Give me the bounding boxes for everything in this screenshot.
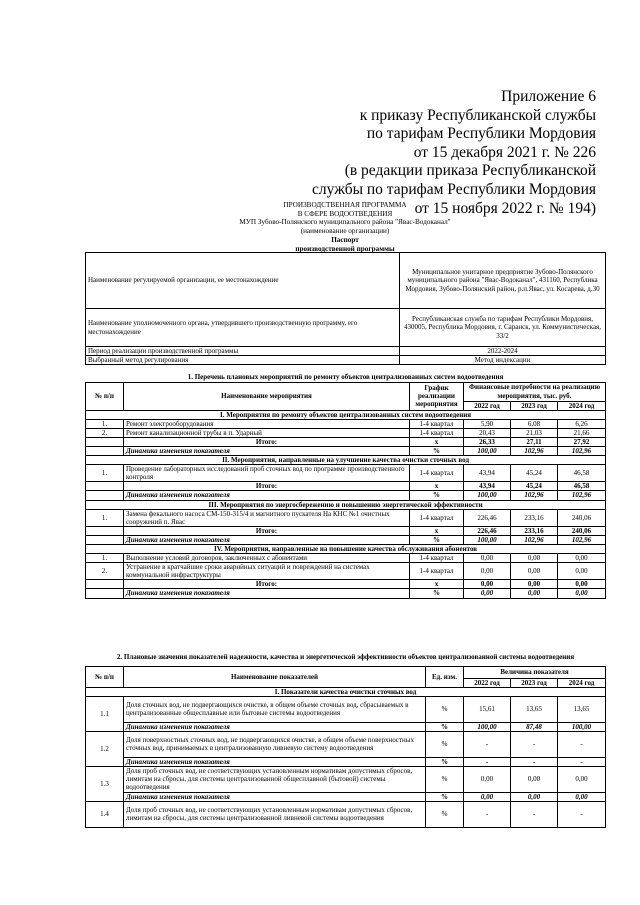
dynamics-value: 0,00 <box>558 589 606 598</box>
indicator-value: 0,00 <box>558 766 606 792</box>
header-indicator-value: Величина показателя <box>464 666 606 678</box>
row-number <box>86 589 124 598</box>
appendix-line: по тарифам Республики Мордовия <box>366 125 596 143</box>
section-title: I. Показатели качества очистки сточных вод <box>86 687 606 696</box>
table-caption-text: 1. Перечень плановых мероприятий по ремонту объектов централизованных систем водоотведения <box>187 372 504 381</box>
measure-name: Замена фекального насоса СМ-150-315/4 и магнитного пускателя На КНС №1 очистных сооружений п. Явас <box>124 509 410 526</box>
row-number: 1. <box>86 509 124 526</box>
dynamics-unit: % <box>410 491 464 500</box>
header-year: 2023 год <box>511 678 558 687</box>
dynamics-value: 100,00 <box>464 535 511 544</box>
dynamics-value: 0,00 <box>511 792 558 801</box>
appendix-line: (в редакции приказа Республиканской <box>344 162 596 180</box>
indicator-unit: % <box>426 696 464 722</box>
row-number <box>86 580 124 589</box>
measure-value: 6,26 <box>558 419 606 428</box>
dynamics-unit: % <box>426 757 464 766</box>
total-row <box>86 526 606 535</box>
dynamics-value: - <box>464 757 511 766</box>
section-title: IV. Мероприятия, направленные на повышение качества обслуживания абонентов <box>86 545 606 554</box>
header-year: 2024 год <box>558 401 606 410</box>
measure-value: 0,00 <box>511 554 558 563</box>
total-value: 45,24 <box>511 482 558 491</box>
header-year: 2022 год <box>464 678 511 687</box>
measure-row <box>86 465 606 482</box>
header-year: 2023 год <box>511 401 558 410</box>
indicator-unit: % <box>426 801 464 827</box>
dynamics-unit: % <box>410 535 464 544</box>
dynamics-value: 102,96 <box>558 535 606 544</box>
indicator-name: Доля поверхностных сточных вод, не подвергающихся очистке, в общем объеме поверхностных сточных вод, принимаемых в централизованную ливневую систему водоотведения <box>124 731 426 757</box>
passport-value: Республиканская служба по тарифам Республики Мордовия, 430005, Республика Мордовия, г. Саранск, ул. Коммунистическая, 33/2 <box>400 309 606 347</box>
dynamics-row <box>86 535 606 544</box>
total-row <box>86 482 606 491</box>
measure-value: 43,94 <box>464 465 511 482</box>
row-number: 1.2 <box>86 731 124 766</box>
indicator-row <box>86 801 606 827</box>
measure-value: 5,90 <box>464 419 511 428</box>
indicator-value: - <box>511 801 558 827</box>
program-title: ПРОИЗВОДСТВЕННАЯ ПРОГРАММА <box>283 201 407 209</box>
dynamics-label: Динамика изменения показателя <box>124 792 426 801</box>
indicator-value: - <box>464 731 511 757</box>
measure-value: 226,46 <box>464 509 511 526</box>
total-value: 0,00 <box>511 580 558 589</box>
dynamics-unit: % <box>426 792 464 801</box>
dynamics-value: 87,48 <box>511 722 558 731</box>
total-label: Итого: <box>124 580 410 589</box>
measure-schedule: 1-4 квартал <box>410 509 464 526</box>
organization-note: (наименование организации) <box>300 227 390 236</box>
passport-value: Муниципальное унитарное предприятие Зубово-Полянского муниципального района "Явас-Водоканал", 431160, Республика Мордовия, Зубово-Полянский район, р.п.Явас, ул. Косарева, д.30 <box>400 253 606 309</box>
row-number <box>86 535 124 544</box>
measure-schedule: 1-4 квартал <box>410 419 464 428</box>
section-row <box>86 545 606 554</box>
header-unit: Ед. изм. <box>426 666 464 687</box>
dynamics-unit: % <box>426 722 464 731</box>
section-title: III. Мероприятия по энергосбережению и повышению энергетической эффективности <box>86 500 606 509</box>
indicator-row <box>86 766 606 792</box>
passport-table <box>85 252 606 365</box>
total-row <box>86 580 606 589</box>
row-number: 1. <box>86 419 124 428</box>
indicators-table <box>85 648 606 828</box>
header-year: 2024 год <box>558 678 606 687</box>
indicator-value: - <box>558 801 606 827</box>
table-header-row <box>86 666 606 678</box>
indicator-name: Доля сточных вод, не подвергающихся очистке, в общем объеме сточных вод, сбрасываемых в централизованные общесплавные или бытовые системы водоотведения <box>124 696 426 722</box>
appendix-line: к приказу Республиканской службы <box>359 106 596 124</box>
passport-label: Наименование регулируемой организации, ее местонахождение <box>86 253 400 309</box>
dynamics-value: 0,00 <box>558 792 606 801</box>
dynamics-label: Динамика изменения показателя <box>124 491 410 500</box>
passport-title: Паспорт <box>331 235 359 244</box>
appendix-line: Приложение 6 <box>501 88 596 105</box>
dynamics-value: 100,00 <box>464 722 511 731</box>
measure-value: 240,06 <box>558 509 606 526</box>
measure-value: 46,58 <box>558 465 606 482</box>
measure-value: 0,00 <box>511 563 558 580</box>
dynamics-value: - <box>558 757 606 766</box>
dynamics-row <box>86 757 606 766</box>
measure-row <box>86 509 606 526</box>
measure-schedule: 1-4 квартал <box>410 563 464 580</box>
dynamics-value: 102,96 <box>511 446 558 455</box>
row-number: 1.1 <box>86 696 124 731</box>
indicator-value: 0,00 <box>511 766 558 792</box>
measure-name: Ремонт канализационной трубы в п. Ударный <box>124 428 410 437</box>
total-value: 27,92 <box>558 437 606 446</box>
measure-value: 21,66 <box>558 428 606 437</box>
row-number: 2. <box>86 428 124 437</box>
header-indicator-name: Наименование показателей <box>124 666 426 687</box>
dynamics-value: - <box>511 757 558 766</box>
dynamics-value: 0,00 <box>464 589 511 598</box>
total-unit: х <box>410 482 464 491</box>
total-label: Итого: <box>124 437 410 446</box>
passport-value: Метод индексации <box>400 356 606 365</box>
total-value: 46,58 <box>558 482 606 491</box>
appendix-block <box>312 88 596 218</box>
total-unit: х <box>410 580 464 589</box>
repair-measures-table <box>85 372 606 599</box>
dynamics-value: 0,00 <box>511 589 558 598</box>
table-caption <box>86 648 606 666</box>
row-number <box>86 491 124 500</box>
measure-value: 0,00 <box>558 554 606 563</box>
total-value: 226,46 <box>464 526 511 535</box>
passport-label: Выбранный метод регулирования <box>86 356 400 365</box>
header-number: № п/п <box>86 382 124 410</box>
appendix-line: от 15 декабря 2021 г. № 226 <box>413 143 596 161</box>
indicator-value: - <box>558 731 606 757</box>
section-row <box>86 687 606 696</box>
indicator-name: Доля проб сточных вод, не соответствующих установленным нормативам допустимых сбросов, лимитам на сбросы, для системы централизованной общесплавной (бытовой) системы водоотведения <box>124 766 426 792</box>
total-value: 0,00 <box>464 580 511 589</box>
measure-value: 45,24 <box>511 465 558 482</box>
indicator-unit: % <box>426 731 464 757</box>
dynamics-row <box>86 792 606 801</box>
section-title: II. Мероприятия, направленные на улучшение качества очистки сточных вод <box>86 456 606 465</box>
row-number <box>86 446 124 455</box>
total-value: 0,00 <box>558 580 606 589</box>
total-label: Итого: <box>124 482 410 491</box>
indicator-value: 13,65 <box>511 696 558 722</box>
row-number: 1. <box>86 554 124 563</box>
measure-schedule: 1-4 квартал <box>410 428 464 437</box>
table-caption <box>86 372 606 382</box>
total-unit: х <box>410 437 464 446</box>
table-header-row <box>86 382 606 401</box>
header-year: 2022 год <box>464 401 511 410</box>
section-row <box>86 456 606 465</box>
row-number: 2. <box>86 563 124 580</box>
row-number: 1.3 <box>86 766 124 801</box>
header-schedule: График реализации мероприятия <box>410 382 464 410</box>
dynamics-label: Динамика изменения показателя <box>124 535 410 544</box>
indicator-value: - <box>511 731 558 757</box>
passport-label: Наименование уполномоченного органа, утвердившего производственную программу, его местонахождение <box>86 309 400 347</box>
indicator-value: 13,65 <box>558 696 606 722</box>
dynamics-value: 102,96 <box>558 446 606 455</box>
total-label: Итого: <box>124 526 410 535</box>
measure-value: 21,03 <box>511 428 558 437</box>
table-caption-text: 2. Плановые значения показателей надежности, качества и энергетической эффективности объектов централизованной системы водоотведения <box>116 652 575 661</box>
row-number: 1. <box>86 465 124 482</box>
appendix-line: от 15 ноября 2022 г. № 194) <box>414 199 596 217</box>
organization-name: МУП Зубово-Полянского муниципального района "Явас-Водоканал" <box>239 218 451 227</box>
total-value: 26,33 <box>464 437 511 446</box>
dynamics-label: Динамика изменения показателя <box>124 446 410 455</box>
measure-name: Ремонт электрооборудования <box>124 419 410 428</box>
dynamics-value: 102,96 <box>511 491 558 500</box>
dynamics-value: 100,00 <box>464 446 511 455</box>
section-row <box>86 410 606 419</box>
measure-row <box>86 563 606 580</box>
indicator-unit: % <box>426 766 464 792</box>
dynamics-value: 102,96 <box>558 491 606 500</box>
measure-value: 6,08 <box>511 419 558 428</box>
row-number <box>86 437 124 446</box>
measure-name: Устранение в кратчайшие сроки аварийных ситуаций и повреждений на системах коммунальной инфраструктуры <box>124 563 410 580</box>
dynamics-value: 0,00 <box>464 792 511 801</box>
dynamics-row <box>86 722 606 731</box>
measure-value: 20,43 <box>464 428 511 437</box>
measure-row <box>86 428 606 437</box>
measure-name: Выполнение условий договоров, заключенных с абонентами <box>124 554 410 563</box>
dynamics-unit: % <box>410 446 464 455</box>
appendix-line: службы по тарифам Республики Мордовия <box>312 180 596 198</box>
measure-value: 0,00 <box>464 563 511 580</box>
total-value: 240,06 <box>558 526 606 535</box>
dynamics-row <box>86 589 606 598</box>
measure-row <box>86 419 606 428</box>
total-unit: х <box>410 526 464 535</box>
row-number <box>86 482 124 491</box>
passport-row <box>86 309 606 347</box>
section-row <box>86 500 606 509</box>
measure-value: 0,00 <box>558 563 606 580</box>
measure-value: 0,00 <box>464 554 511 563</box>
dynamics-value: 100,00 <box>464 491 511 500</box>
dynamics-value: 102,96 <box>511 535 558 544</box>
indicator-value: 0,00 <box>464 766 511 792</box>
measure-name: Проведение лабораторных исследований проб сточных вод по программе производственного контроля <box>124 465 410 482</box>
dynamics-unit: % <box>410 589 464 598</box>
passport-subtitle: производственной программы <box>295 244 395 253</box>
passport-row <box>86 253 606 309</box>
indicator-row <box>86 696 606 722</box>
dynamics-value: 100,00 <box>558 722 606 731</box>
measure-schedule: 1-4 квартал <box>410 465 464 482</box>
dynamics-label: Динамика изменения показателя <box>124 722 426 731</box>
header-number: № п/п <box>86 666 124 687</box>
dynamics-row <box>86 491 606 500</box>
indicator-name: Доля проб сточных вод, не соответствующих установленным нормативам допустимых сбросов, лимитам на сбросы, для системы централизованной ливневой системы водоотведения <box>124 801 426 827</box>
row-number: 1.4 <box>86 801 124 827</box>
total-value: 233,16 <box>511 526 558 535</box>
indicator-row <box>86 731 606 757</box>
dynamics-label: Динамика изменения показателя <box>124 757 426 766</box>
total-value: 43,94 <box>464 482 511 491</box>
total-value: 27,11 <box>511 437 558 446</box>
total-row <box>86 437 606 446</box>
measure-value: 233,16 <box>511 509 558 526</box>
header-financial-needs: Финансовые потребности на реализацию мероприятия, тыс. руб. <box>464 382 606 401</box>
passport-value: 2022-2024 <box>400 347 606 356</box>
program-header <box>85 201 605 253</box>
measure-schedule: 1-4 квартал <box>410 554 464 563</box>
program-subtitle: В СФЕРЕ ВОДООТВЕДЕНИЯ <box>297 209 393 218</box>
row-number <box>86 526 124 535</box>
passport-row <box>86 347 606 356</box>
passport-label: Период реализации производственной программы <box>86 347 400 356</box>
header-measure-name: Наименование мероприятия <box>124 382 410 410</box>
section-title: I. Мероприятия по ремонту объектов централизованных систем водоотведения <box>86 410 606 419</box>
dynamics-row <box>86 446 606 455</box>
indicator-value: 15,61 <box>464 696 511 722</box>
indicator-value: - <box>464 801 511 827</box>
measure-row <box>86 554 606 563</box>
dynamics-label: Динамика изменения показателя <box>124 589 410 598</box>
passport-row <box>86 356 606 365</box>
